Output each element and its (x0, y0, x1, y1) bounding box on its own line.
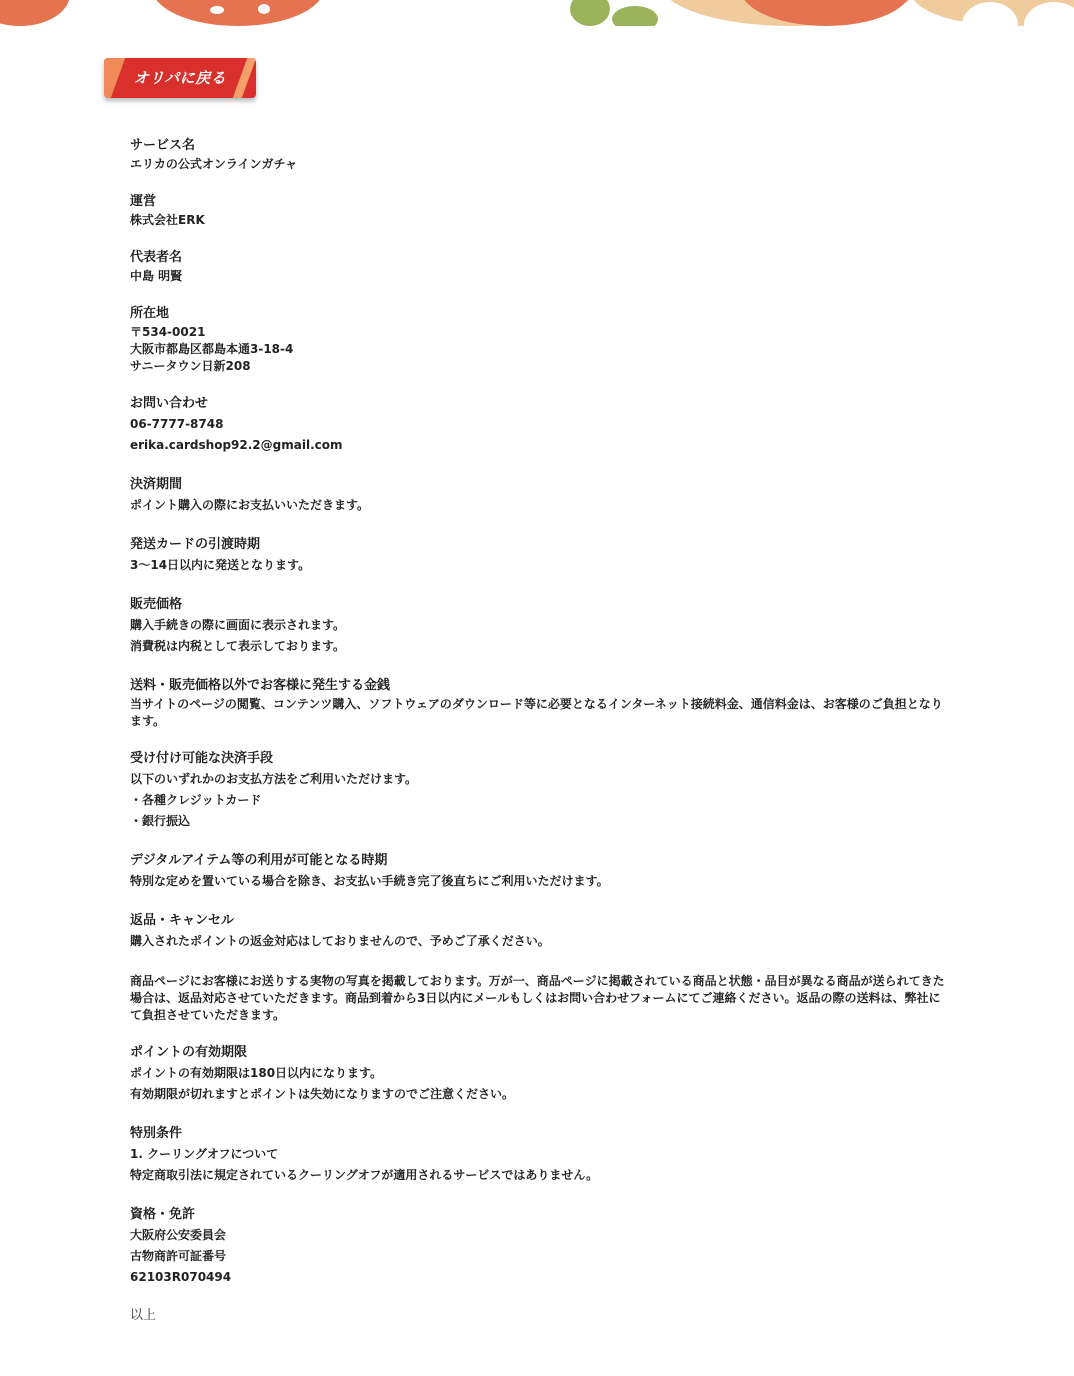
section-heading: 運営 (130, 194, 157, 209)
section-line: サニータウン日新208 (130, 359, 251, 373)
banner-blob (258, 4, 270, 14)
section-heading: 決済期間 (130, 477, 183, 492)
banner-blob (0, 0, 70, 26)
section-heading: 送料・販売価格以外でお客様に発生する金銭 (130, 678, 391, 693)
section-paragraph: 当サイトのページの閲覧、コンテンツ購入、ソフトウェアのダウンロード等に必要となるインターネット接続料金、通信料金は、お客様のご負担となります。 (130, 697, 943, 728)
section-heading: 特別条件 (130, 1126, 183, 1141)
section-line: 有効期限が切れますとポイントは失効になりますのでご注意ください。 (130, 1087, 515, 1101)
section-heading: 返品・キャンセル (130, 913, 235, 928)
section-returns-detail (130, 973, 950, 1024)
section-heading: 所在地 (130, 306, 170, 321)
banner-blob (152, 0, 324, 26)
section-heading: 受け付け可能な決済手段 (130, 751, 274, 766)
section-line: ポイントの有効期限は180日以内になります。 (130, 1066, 383, 1080)
section-line: 購入手続きの際に画面に表示されます。 (130, 618, 346, 632)
section-extra-fees (130, 676, 950, 730)
section-service-name (130, 136, 950, 173)
banner-blob (612, 6, 658, 26)
section-line: 中島 明賢 (130, 269, 183, 283)
section-line: 特定商取引法に規定されているクーリングオフが適用されるサービスではありません。 (130, 1168, 599, 1182)
section-price (130, 595, 950, 657)
section-line: 株式会社ERK (130, 213, 205, 227)
section-line: 3〜14日以内に発送となります。 (130, 558, 311, 572)
section-digital-availability (130, 851, 950, 892)
section-line: 購入されたポイントの返金対応はしておりませんので、予めご了承ください。 (130, 934, 550, 948)
section-line: ポイント購入の際にお支払いいただきます。 (130, 498, 370, 512)
section-line: 消費税は内税として表示しております。 (130, 639, 346, 653)
contact-phone: 06-7777-8748 (130, 417, 224, 431)
section-heading: 資格・免許 (130, 1207, 196, 1222)
banner-blob (570, 0, 610, 26)
section-line: 大阪府公安委員会 (130, 1228, 227, 1242)
section-point-expiry (130, 1043, 950, 1105)
section-operator (130, 192, 950, 229)
section-contact (130, 394, 950, 456)
section-special-conditions (130, 1124, 950, 1186)
section-licenses (130, 1205, 950, 1288)
license-number: 62103R070494 (130, 1270, 232, 1284)
section-heading: デジタルアイテム等の利用が可能となる時期 (130, 853, 388, 868)
section-line: 1. クーリングオフについて (130, 1147, 279, 1161)
legal-notice-content (130, 136, 950, 1325)
back-to-oripa-button[interactable] (104, 58, 256, 98)
section-heading: 発送カードの引渡時期 (130, 537, 261, 552)
payment-method-item: ・各種クレジットカード (130, 793, 262, 807)
section-line: 〒534-0021 (130, 325, 206, 339)
section-delivery-time (130, 535, 950, 576)
section-returns (130, 911, 950, 952)
section-line: エリカの公式オンラインガチャ (130, 157, 298, 171)
section-line: 特別な定めを置いている場合を除き、お支払い手続き完了後直ちにご利用いただけます。 (130, 874, 609, 888)
section-heading: お問い合わせ (130, 396, 209, 411)
section-line: 古物商許可証番号 (130, 1249, 227, 1263)
section-representative (130, 248, 950, 285)
section-heading: ポイントの有効期限 (130, 1045, 248, 1060)
section-payment-methods (130, 749, 950, 832)
section-heading: サービス名 (130, 138, 196, 153)
section-address (130, 304, 950, 375)
banner-blob (210, 6, 224, 14)
section-payment-period (130, 475, 950, 516)
section-line: 以下のいずれかのお支払方法をご利用いただけます。 (130, 772, 418, 786)
contact-email: erika.cardshop92.2@gmail.com (130, 438, 343, 452)
section-heading: 販売価格 (130, 597, 183, 612)
section-paragraph: 商品ページにお客様にお送りする実物の写真を掲載しております。万が一、商品ページに掲載されている商品と状態・品目が異なる商品が送られてきた場合は、返品対応させていただきます。商品到着から3日以内にメールもしくはお問い合わせフォームにてご連絡ください。返品の際の送料は、弊社にて負担させていただきます。 (130, 974, 945, 1022)
end-text: 以上 (130, 1308, 157, 1323)
decorative-header-banner (0, 0, 1074, 26)
section-heading: 代表者名 (130, 250, 183, 265)
back-button-label: オリパに戻る (133, 69, 227, 87)
payment-method-item: ・銀行振込 (130, 814, 191, 828)
section-line: 大阪市都島区都島本通3-18-4 (130, 342, 294, 356)
